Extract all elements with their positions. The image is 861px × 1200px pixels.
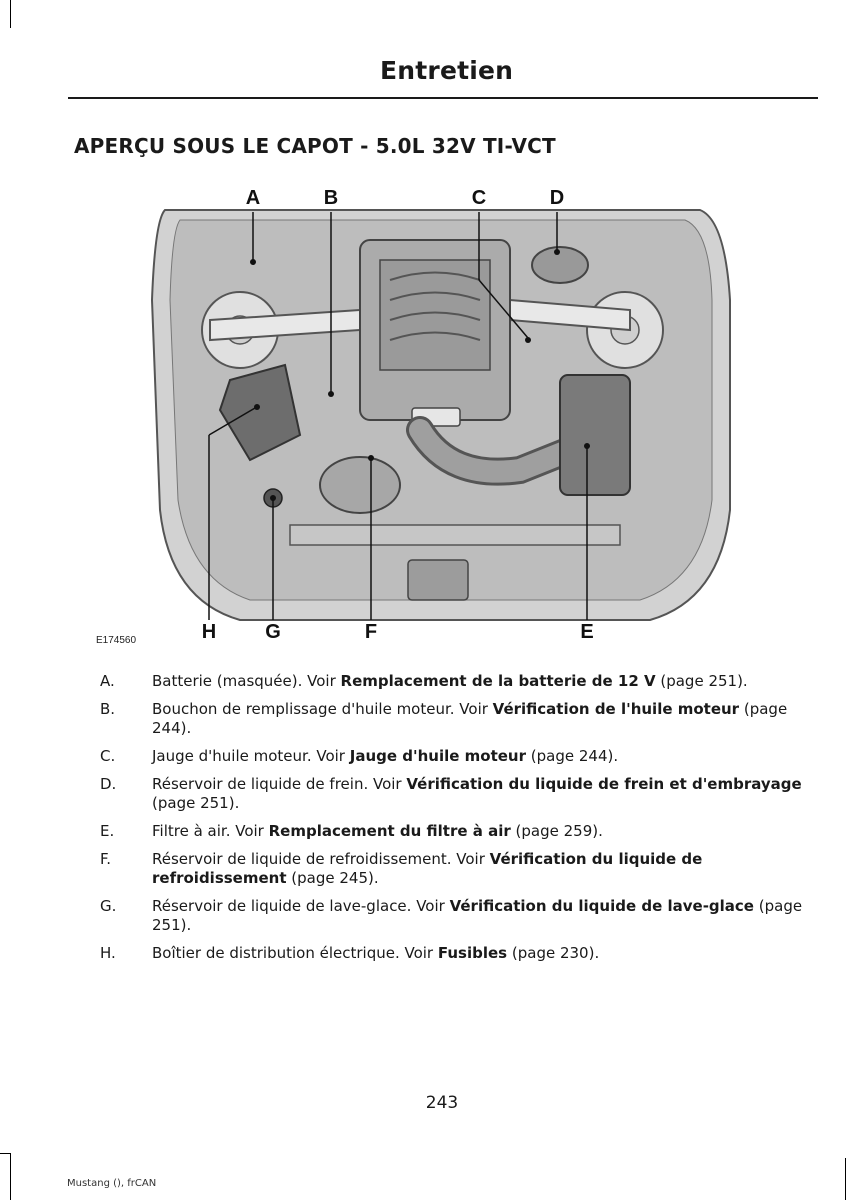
item-text: Réservoir de liquide de frein. Voir (152, 775, 407, 793)
item-description (152, 944, 815, 963)
item-page-ref: (page 244). (526, 747, 619, 765)
item-text: Bouchon de remplissage d'huile moteur. Voir (152, 700, 493, 718)
item-link[interactable]: Vérification de l'huile moteur (492, 700, 740, 718)
item-description (152, 747, 815, 766)
component-legend-list (100, 672, 815, 972)
list-item (100, 944, 815, 963)
item-page-ref: (page 251). (152, 897, 803, 934)
item-text: Réservoir de liquide de refroidissement. Voir (152, 850, 490, 868)
list-item (100, 672, 815, 691)
item-text: Filtre à air. Voir (152, 822, 269, 840)
item-letter: C. (100, 747, 116, 765)
item-page-ref: (page 259). (510, 822, 603, 840)
item-letter: D. (100, 775, 117, 793)
list-item (100, 700, 815, 738)
item-link[interactable]: Fusibles (437, 944, 508, 962)
item-link[interactable]: Vérification du liquide de lave-glace (449, 897, 754, 915)
callout-label-g: G (265, 621, 281, 643)
list-item (100, 822, 815, 841)
item-letter: F. (100, 850, 111, 868)
item-link[interactable]: Vérification du liquide de frein et d'embrayage (406, 775, 802, 793)
engine-bay-illustration (90, 180, 790, 650)
item-text: Boîtier de distribution électrique. Voir (152, 944, 438, 962)
callout-label-a: A (245, 187, 261, 209)
list-item (100, 897, 815, 935)
list-item (100, 775, 815, 813)
item-description (152, 775, 815, 813)
footer-text: Mustang (), frCAN (67, 1178, 157, 1189)
item-text: Jauge d'huile moteur. Voir (152, 747, 350, 765)
crop-mark-bottom-left-h (0, 1153, 11, 1154)
item-letter: G. (100, 897, 117, 915)
page-number: 243 (425, 1093, 459, 1113)
callout-label-f: F (364, 621, 378, 643)
item-letter: B. (100, 700, 116, 718)
item-description (152, 850, 815, 888)
item-description (152, 897, 815, 935)
item-description (152, 700, 815, 738)
section-title: APERÇU SOUS LE CAPOT - 5.0L 32V TI-VCT (74, 134, 556, 158)
item-page-ref: (page 230). (507, 944, 600, 962)
item-link[interactable]: Remplacement de la batterie de 12 V (340, 672, 656, 690)
item-description (152, 672, 815, 691)
item-page-ref: (page 251). (655, 672, 748, 690)
list-item (100, 747, 815, 766)
crop-mark-top-left (10, 0, 11, 28)
item-text: Batterie (masquée). Voir (152, 672, 341, 690)
figure-code: E174560 (96, 635, 137, 646)
item-letter: A. (100, 672, 115, 690)
item-description (152, 822, 815, 841)
item-letter: H. (100, 944, 116, 962)
header-divider (68, 97, 818, 99)
list-item (100, 850, 815, 888)
callout-label-d: D (549, 187, 565, 209)
crop-mark-bottom-left-v (10, 1153, 11, 1200)
item-link[interactable]: Jauge d'huile moteur (349, 747, 526, 765)
callout-label-h: H (201, 621, 217, 643)
item-link[interactable]: Vérification du liquide de refroidissement (152, 850, 703, 887)
page-header-title: Entretien (380, 56, 514, 85)
item-page-ref: (page 245). (286, 869, 379, 887)
item-page-ref: (page 244). (152, 700, 788, 737)
item-letter: E. (100, 822, 115, 840)
item-text: Réservoir de liquide de lave-glace. Voir (152, 897, 450, 915)
callout-label-b: B (323, 187, 339, 209)
item-link[interactable]: Remplacement du filtre à air (268, 822, 511, 840)
engine-bay-drawing (90, 180, 790, 650)
callout-label-e: E (580, 621, 594, 643)
callout-label-c: C (471, 187, 487, 209)
crop-mark-bottom-right (845, 1158, 846, 1200)
item-page-ref: (page 251). (152, 794, 240, 812)
